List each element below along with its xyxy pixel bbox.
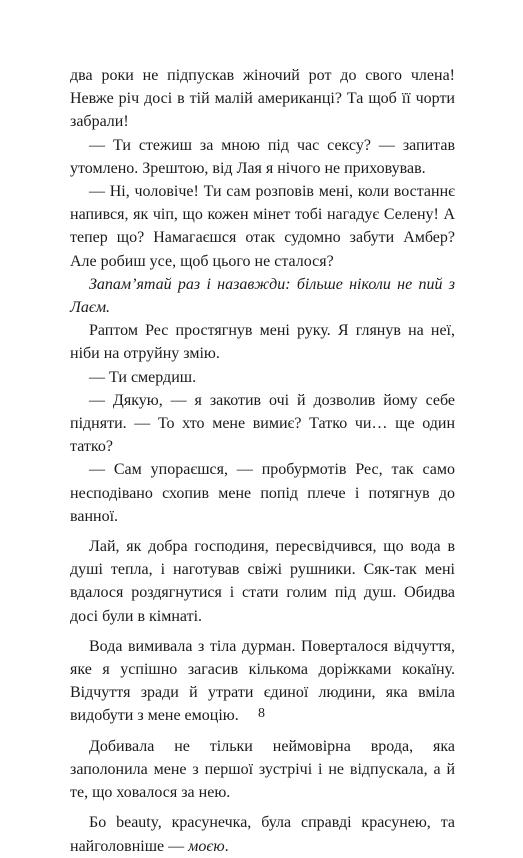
paragraph: — Ні, чоловіче! Ти сам розповів мені, коли востаннє напився, як чіп, що кожен мінет тобі нагадує Селену! А тепер що? Намагаєшся отак судомно забути Амбер? Але робиш усе, щоб цього не сталося? — [70, 183, 455, 270]
paragraph: — Сам упораєшся, — пробурмотів Рес, так само несподівано схопив мене попід плече і потягнув до ванної. — [70, 461, 455, 525]
paragraph: Раптом Рес простягнув мені руку. Я глянув на неї, ніби на отруйну змію. — [70, 322, 455, 363]
paragraph: — Ти смердиш. — [89, 368, 197, 386]
paragraph: два роки не підпускав жіночий рот до свого члена! Невже річ досі в тій малій американці? Та щоб її чорти забрали! — [70, 67, 455, 131]
paragraph: — Дякую, — я закотив очі й дозволив йому себе підняти. — То хто мене вимиє? Татко чи… ще один татко? — [70, 391, 455, 456]
page-body — [70, 64, 455, 858]
paragraph-italic — [70, 273, 455, 319]
italic-word: моєю — [188, 837, 225, 855]
final-text: Бо beauty, красунечка, була справді красунею, та найголовніше — — [70, 814, 455, 855]
final-period: . — [224, 837, 229, 855]
italic-thought: Запам’ятай раз і назавжди: більше ніколи не пий з Лаєм. — [70, 275, 455, 317]
paragraph: — Ти стежиш за мною під час сексу? — запитав утомлено. Зрештою, від Лая я нічого не приховував. — [70, 136, 455, 177]
paragraph-final — [70, 811, 455, 857]
paragraph: Добивала не тільки неймовірна врода, яка заполонила мене з першої зустрічі і не відпускала, а й те, що ховалося за нею. — [70, 737, 455, 802]
page-number: 8 — [258, 706, 265, 721]
paragraph: Лай, як добра господиня, пересвідчився, що вода в душі тепла, і наготував свіжі рушники. Сяк-так мені вдалося роздягнутися і стати голим під душ. Обидва досі були в кімнаті. — [70, 538, 455, 625]
paragraph: Вода вимивала з тіла дурман. Поверталося відчуття, яке я успішно загасив кількома доріжками кокаїну. Відчуття зради й утрати єдиної людини, яка вміла видобути з мене емоцію. — [70, 637, 455, 725]
